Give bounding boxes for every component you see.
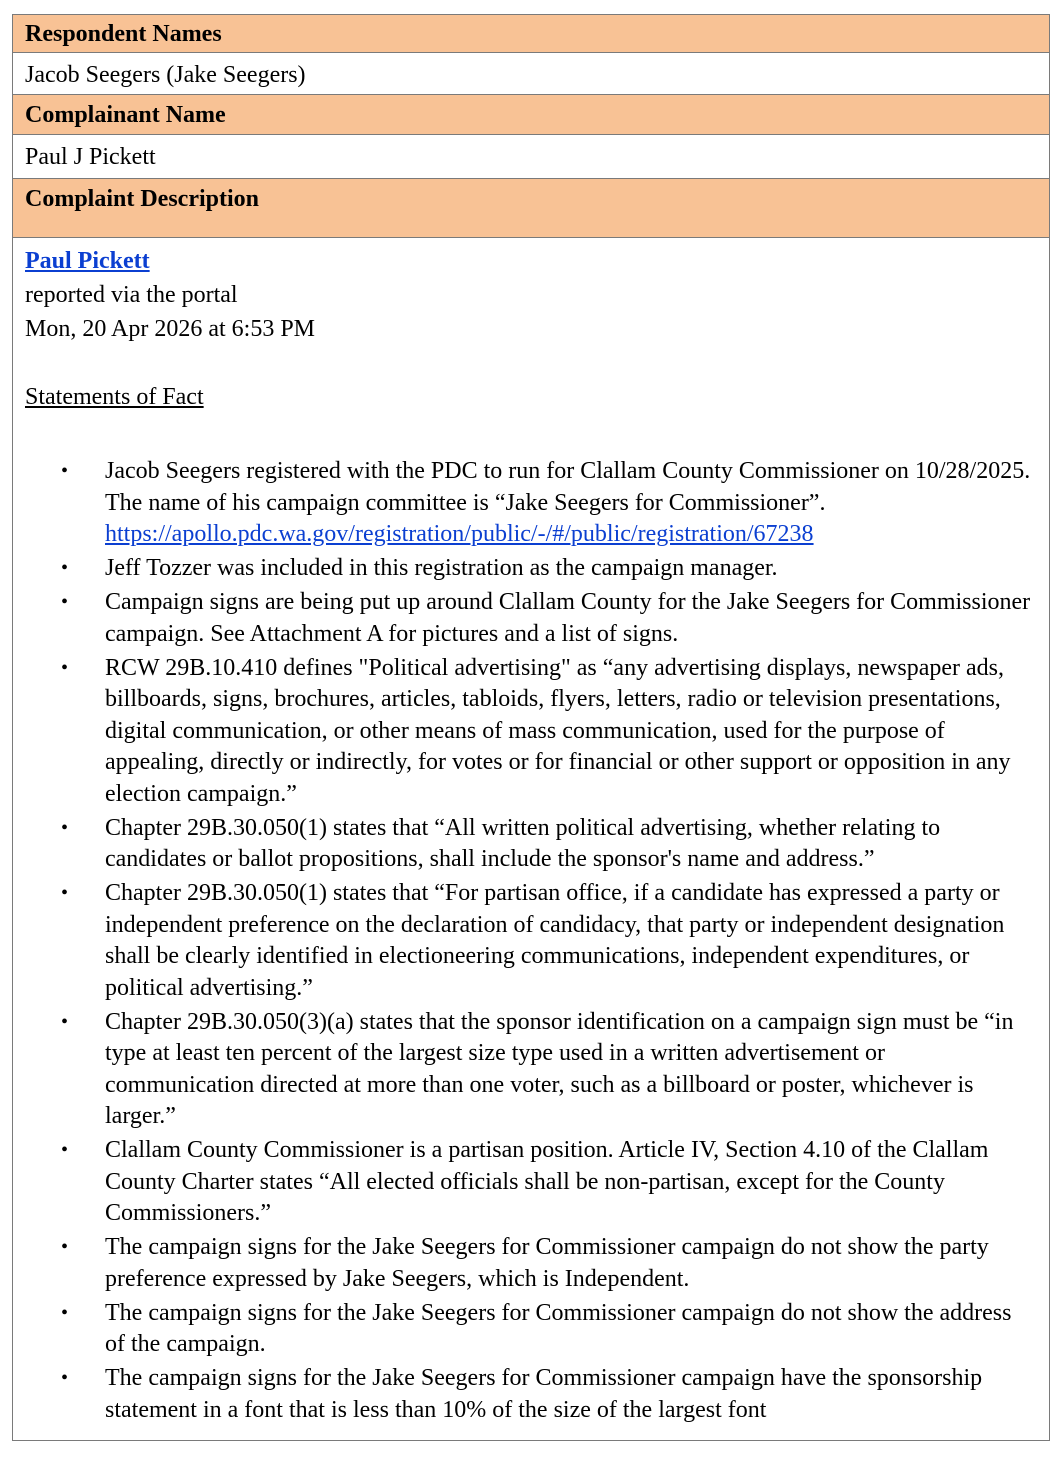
fact-text: RCW 29B.10.410 defines "Political advertising" as “any advertising displays, newspaper ads, billboards, signs, brochures, articles, tabloids, flyers, letters, radio or television presentations, digital communication, or other means of mass communication, used for the purpose of appealing, directly or indirectly, for votes or for financial or other support or opposition in any election campaign.” xyxy=(105,654,1011,807)
fact-text: Clallam County Commissioner is a partisan position. Article IV, Section 4.10 of the Clallam County Charter states “All elected officials shall be non-partisan, except for the County Commissioners.” xyxy=(105,1137,989,1226)
bullet-icon: • xyxy=(61,1236,69,1258)
fact-text: Chapter 29B.30.050(1) states that “For partisan office, if a candidate has expressed a party or independent preference on the declaration of candidacy, that party or independent designation shall be clearly identified in electioneering communications, independent expenditures, or political advertising.” xyxy=(105,880,1005,1001)
complaint-description-heading: Complaint Description xyxy=(25,186,259,212)
fact-text: The campaign signs for the Jake Seegers for Commissioner campaign have the sponsorship statement in a font that is less than 10% of the size of the largest font xyxy=(105,1365,983,1423)
fact-item xyxy=(25,456,1037,551)
registration-link[interactable]: https://apollo.pdc.wa.gov/registration/public/-/#/public/registration/67238 xyxy=(105,521,814,547)
bullet-icon: • xyxy=(61,1367,69,1389)
complainant-name-value-row xyxy=(13,135,1049,179)
fact-item xyxy=(25,878,1037,1004)
fact-text: Jeff Tozzer was included in this registration as the campaign manager. xyxy=(105,555,778,581)
respondent-names-value: Jacob Seegers (Jake Seegers) xyxy=(25,62,306,88)
complainant-name-heading: Complainant Name xyxy=(25,102,226,128)
respondent-names-value-row xyxy=(13,53,1049,95)
fact-item xyxy=(25,1135,1037,1230)
statements-of-fact-list xyxy=(25,456,1037,1426)
complaint-table xyxy=(12,14,1050,1441)
fact-item xyxy=(25,653,1037,811)
fact-item xyxy=(25,553,1037,585)
bullet-icon: • xyxy=(61,1301,69,1324)
fact-text: Chapter 29B.30.050(1) states that “All written political advertising, whether relating to candidates or ballot propositions, shall include the sponsor's name and address.” xyxy=(105,814,941,872)
fact-item xyxy=(25,587,1037,650)
fact-item xyxy=(25,1298,1037,1361)
bullet-icon: • xyxy=(61,460,69,482)
bullet-icon: • xyxy=(61,1139,69,1161)
reporter-name-link[interactable]: Paul Pickett xyxy=(25,248,150,274)
bullet-icon: • xyxy=(61,1010,69,1033)
fact-text: Chapter 29B.30.050(3)(a) states that the sponsor identification on a campaign sign must be “in type at least ten percent of the largest size type used in a written advertisement or communication directed at more than one voter, such as a billboard or poster, whichever is larger.” xyxy=(105,1008,1014,1129)
complainant-name-value: Paul J Pickett xyxy=(25,144,156,170)
fact-item xyxy=(25,1007,1037,1133)
fact-item xyxy=(25,1363,1037,1426)
statements-of-fact-title: Statements of Fact xyxy=(25,384,204,410)
fact-item xyxy=(25,813,1037,876)
respondent-names-header xyxy=(13,15,1049,53)
blank-line xyxy=(25,346,1037,380)
bullet-icon: • xyxy=(61,656,69,679)
fact-text: Campaign signs are being put up around Clallam County for the Jake Seegers for Commissioner campaign. See Attachment A for pictures and a list of signs. xyxy=(105,589,1031,647)
reported-via-text: reported via the portal xyxy=(25,282,238,308)
fact-text: The campaign signs for the Jake Seegers for Commissioner campaign do not show the address of the campaign. xyxy=(105,1299,1012,1357)
complainant-name-header xyxy=(13,95,1049,135)
report-timestamp: Mon, 20 Apr 2026 at 6:53 PM xyxy=(25,316,316,342)
complaint-description-header xyxy=(13,179,1049,238)
fact-text: Jacob Seegers registered with the PDC to run for Clallam County Commissioner on 10/28/2025. The name of his campaign committee is “Jake Seegers for Commissioner”. xyxy=(105,458,1031,516)
bullet-icon: • xyxy=(61,816,69,839)
bullet-icon: • xyxy=(61,591,69,613)
fact-item xyxy=(25,1232,1037,1295)
fact-text: The campaign signs for the Jake Seegers for Commissioner campaign do not show the party preference expressed by Jake Seegers, which is Independent. xyxy=(105,1234,989,1292)
bullet-icon: • xyxy=(61,557,69,579)
respondent-names-heading: Respondent Names xyxy=(25,21,222,47)
complaint-description-body xyxy=(13,238,1049,1440)
bullet-icon: • xyxy=(61,882,69,904)
